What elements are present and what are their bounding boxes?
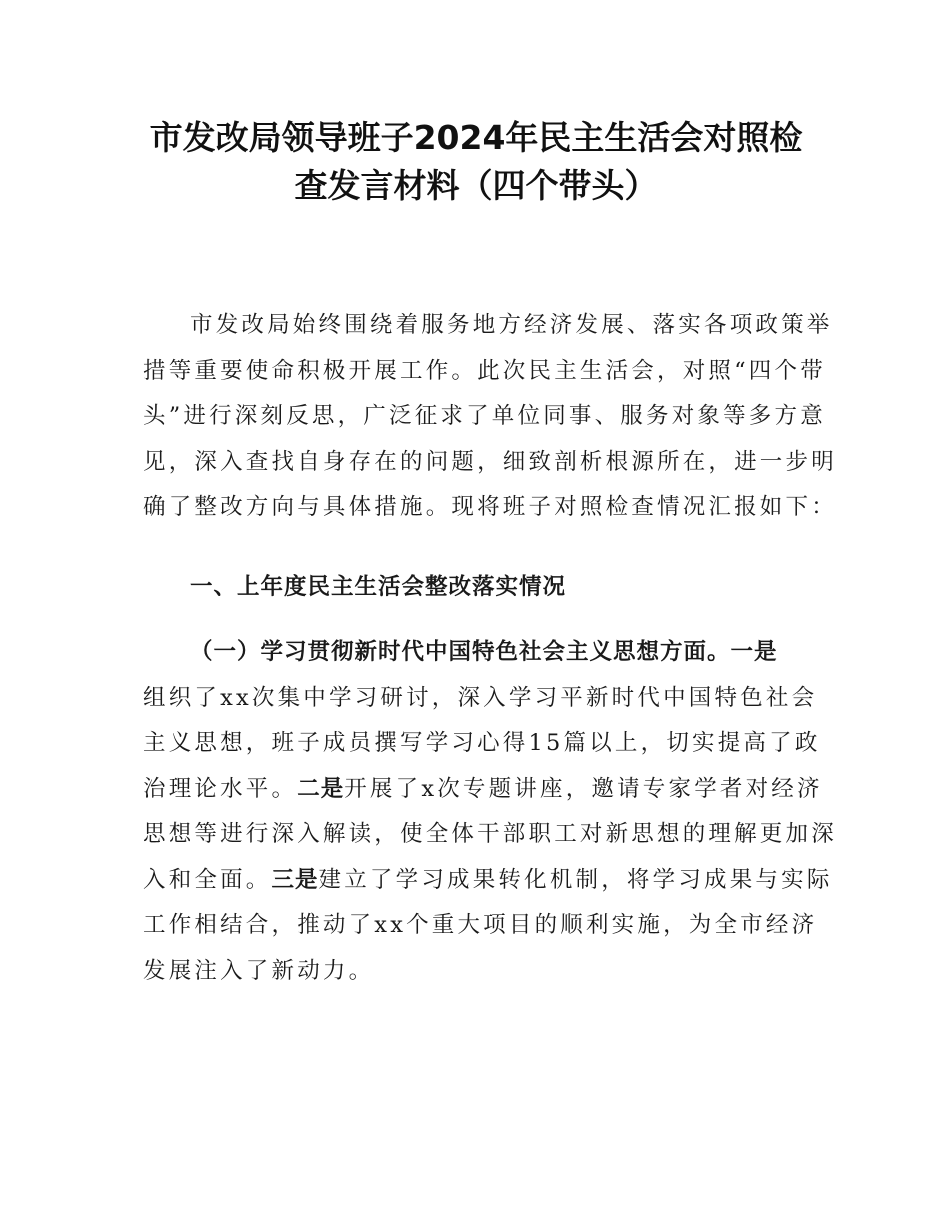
section-1-lead: （一）学习贯彻新时代中国特色社会主义思想方面。一是 bbox=[190, 639, 778, 665]
section-heading-1: 一、上年度民主生活会整改落实情况 bbox=[190, 574, 567, 600]
intro-line: 见，深入查找自身存在的问题，细致剖析根源所在，进一步明 bbox=[143, 448, 837, 475]
title-line-2: 查发言材料（四个带头） bbox=[294, 166, 658, 205]
section-1-text: 入和全面。 bbox=[143, 866, 272, 893]
section-1-text: 治理论水平。 bbox=[143, 775, 298, 802]
section-1-line: 组织了xx次集中学习研讨，深入学习平新时代中国特色社会 bbox=[143, 684, 818, 711]
section-1-line bbox=[143, 767, 823, 813]
section-1-line: 工作相结合，推动了xx个重大项目的顺利实施，为全市经济 bbox=[143, 912, 818, 938]
intro-line: 确了整改方向与具体措施。现将班子对照检查情况汇报如下： bbox=[143, 494, 837, 520]
intro-line: 市发改局始终围绕着服务地方经济发展、落实各项政策举 bbox=[190, 312, 833, 338]
section-1-emphasis: 三是 bbox=[271, 866, 319, 893]
section-1-text: 开展了x次专题讲座，邀请专家学者对经济 bbox=[344, 775, 823, 802]
intro-line: 头”进行深刻反思，广泛征求了单位同事、服务对象等多方意 bbox=[143, 403, 826, 429]
section-1-line bbox=[143, 858, 833, 904]
section-1-line: 思想等进行深入解读，使全体干部职工对新思想的理解更加深 bbox=[143, 821, 837, 847]
section-1-paragraph bbox=[143, 630, 837, 994]
section-1-emphasis: 二是 bbox=[297, 775, 345, 802]
section-1-text: 建立了学习成果转化机制，将学习成果与实际 bbox=[318, 866, 833, 893]
intro-line: 措等重要使命积极开展工作。此次民主生活会，对照“四个带 bbox=[143, 357, 826, 384]
section-1-line: 主义思想，班子成员撰写学习心得15篇以上，切实提高了政 bbox=[143, 730, 821, 756]
section-1-line: 发展注入了新动力。 bbox=[143, 957, 375, 984]
document-title bbox=[140, 114, 812, 210]
intro-paragraph bbox=[143, 303, 837, 531]
title-line-1: 市发改局领导班子2024年民主生活会对照检 bbox=[149, 118, 803, 157]
